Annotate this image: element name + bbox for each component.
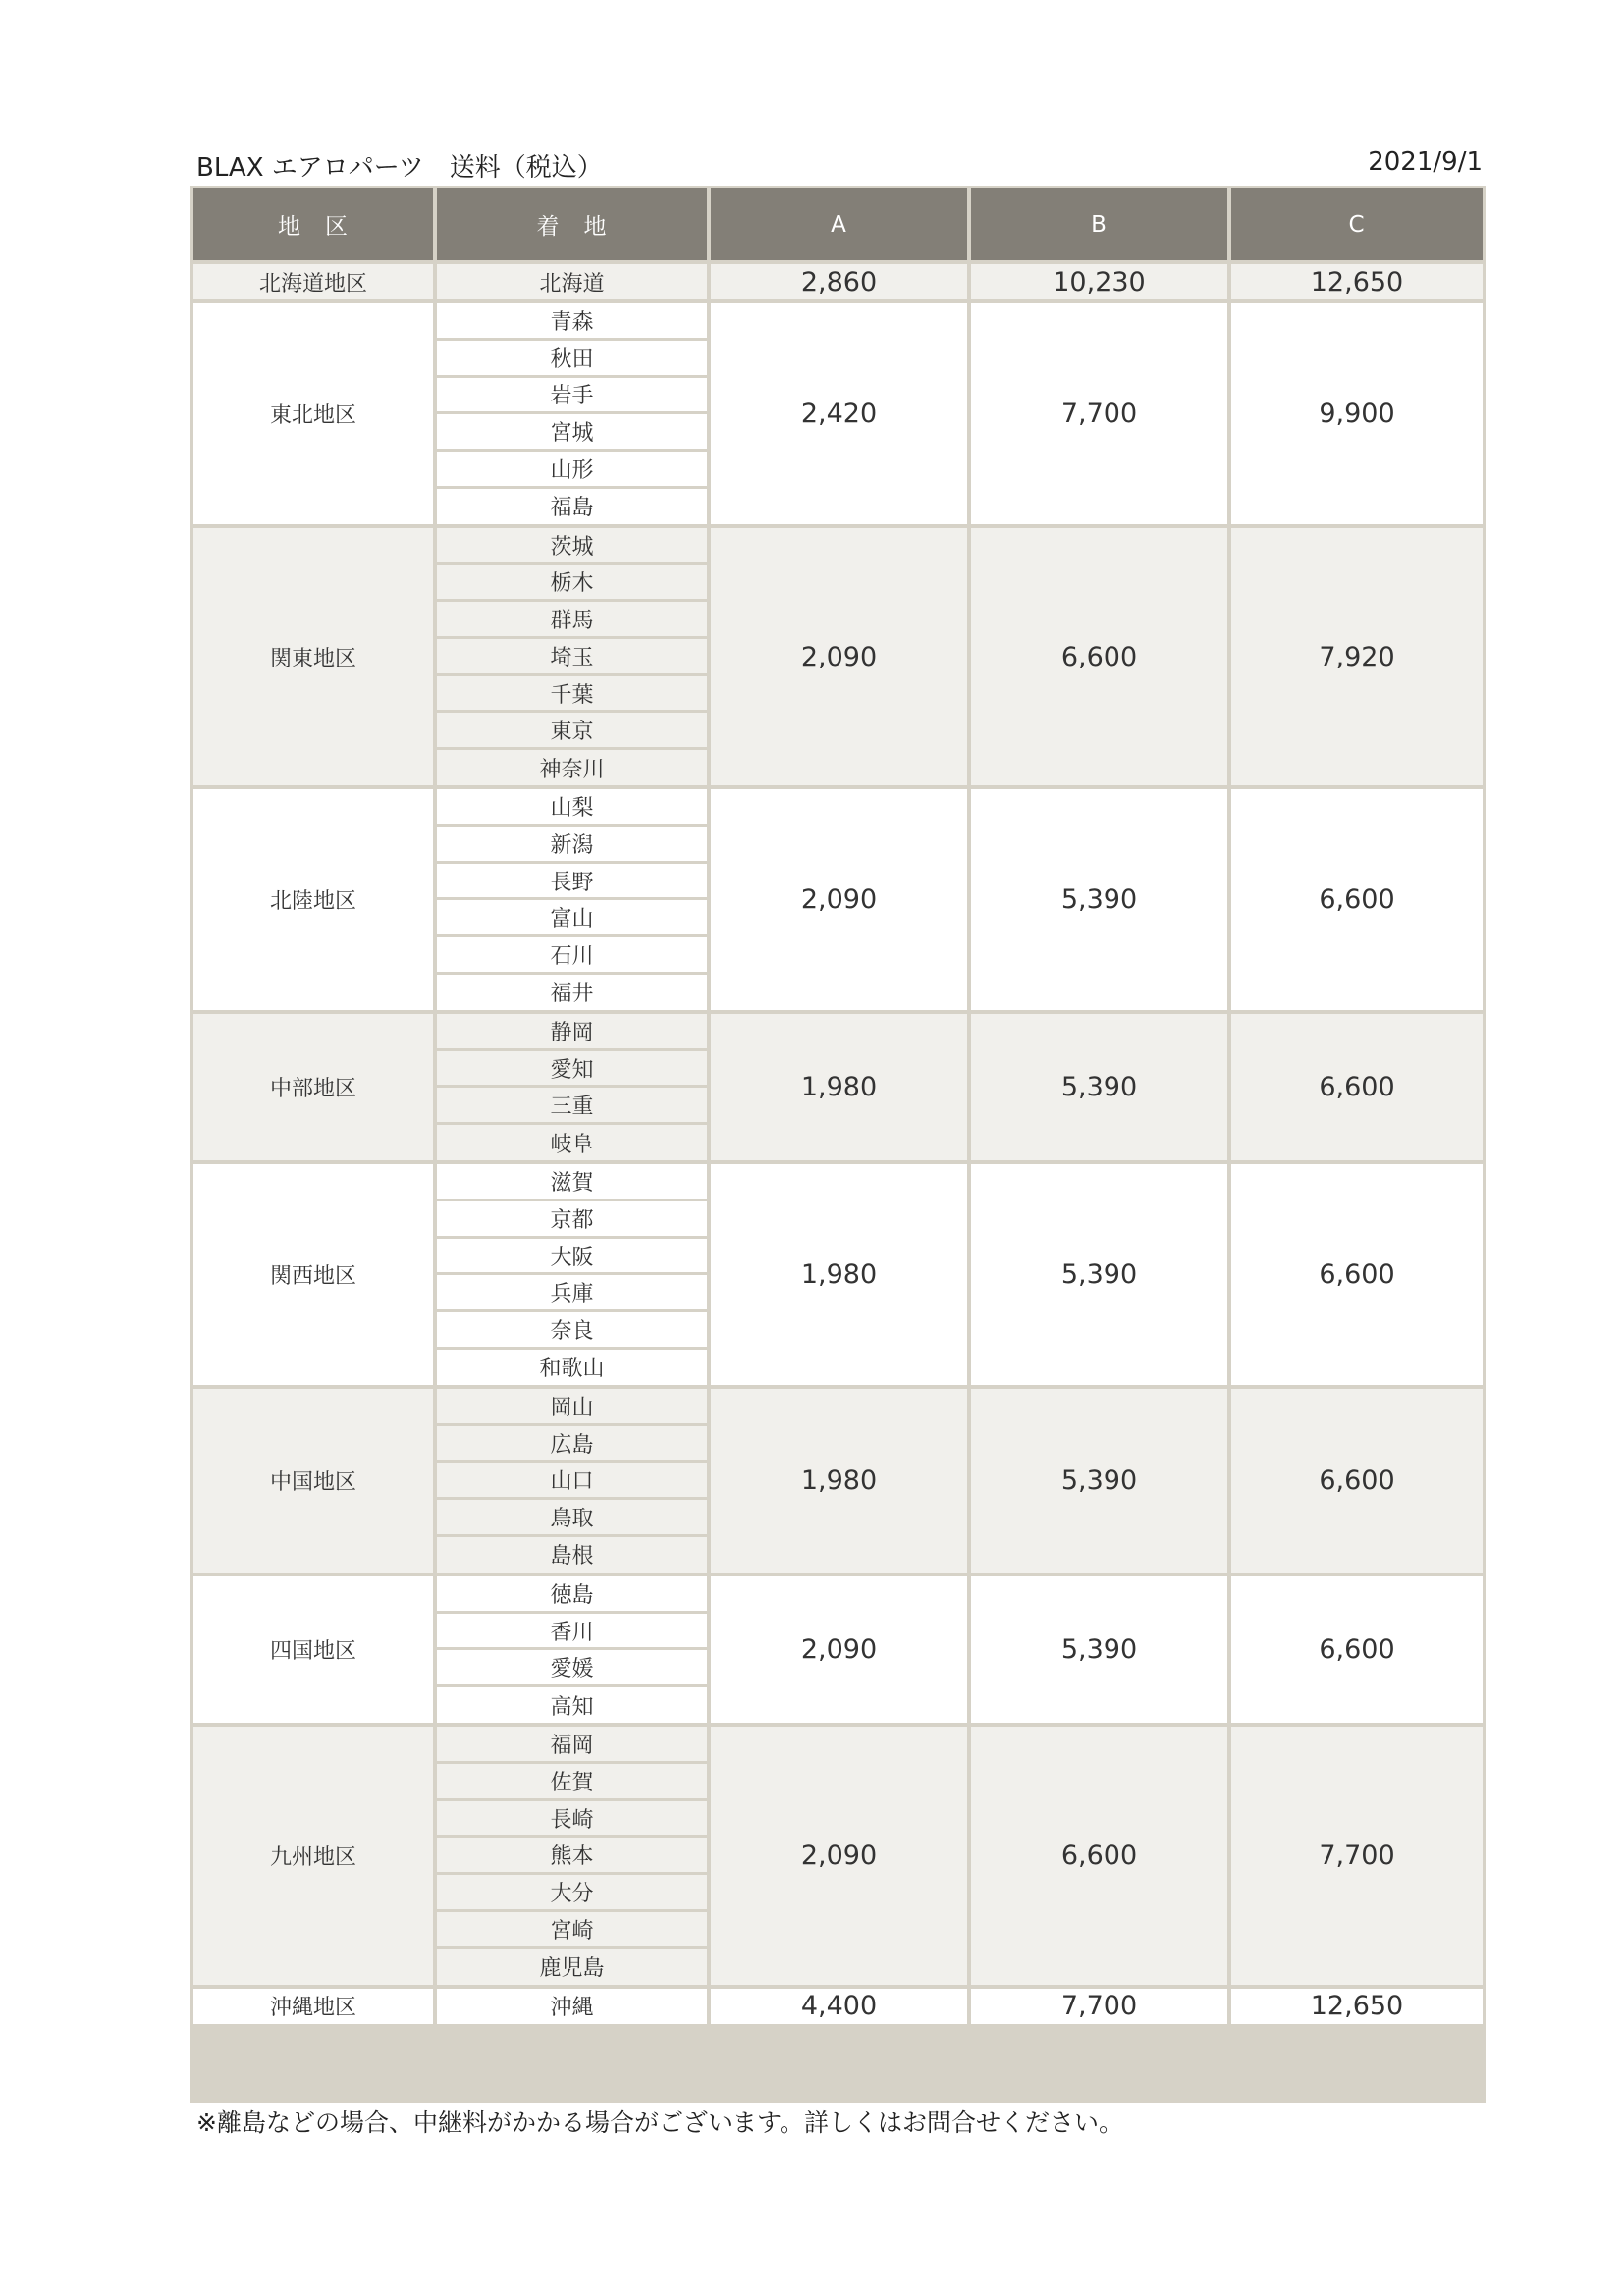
region-cell: 関東地区 (193, 528, 433, 785)
rate-c-cell: 6,600 (1231, 1164, 1483, 1385)
rate-c-cell: 7,920 (1231, 528, 1483, 785)
prefecture-cell: 京都 (437, 1201, 707, 1236)
rate-a-cell: 2,860 (711, 264, 967, 299)
header-destination: 着 地 (437, 188, 707, 260)
rate-c-cell: 9,900 (1231, 303, 1483, 524)
prefecture-cell: 長野 (437, 864, 707, 898)
rate-b-cell: 6,600 (971, 1727, 1227, 1984)
prefecture-cell: 千葉 (437, 676, 707, 711)
prefecture-cell: 福島 (437, 489, 707, 524)
prefecture-cell: 秋田 (437, 341, 707, 375)
rate-c-cell: 12,650 (1231, 1989, 1483, 2024)
prefecture-cell: 福岡 (437, 1727, 707, 1761)
rate-c-cell: 7,700 (1231, 1727, 1483, 1984)
rate-b-cell: 6,600 (971, 528, 1227, 785)
header-region: 地 区 (193, 188, 433, 260)
region-cell: 中部地区 (193, 1014, 433, 1160)
prefecture-cell: 長崎 (437, 1801, 707, 1836)
region-cell: 東北地区 (193, 303, 433, 524)
rate-a-cell: 2,090 (711, 1576, 967, 1723)
rate-a-cell: 1,980 (711, 1389, 967, 1573)
prefecture-cell: 岩手 (437, 378, 707, 412)
prefecture-cell: 大阪 (437, 1239, 707, 1273)
prefecture-cell: 茨城 (437, 528, 707, 562)
prefecture-cell: 兵庫 (437, 1275, 707, 1309)
prefecture-cell: 富山 (437, 900, 707, 934)
prefecture-cell: 福井 (437, 975, 707, 1010)
rate-b-cell: 5,390 (971, 789, 1227, 1010)
prefecture-cell: 佐賀 (437, 1764, 707, 1798)
footer-note: ※離島などの場合、中継料がかかる場合がございます。詳しくはお問合せください。 (196, 2109, 1123, 2137)
prefecture-cell: 三重 (437, 1088, 707, 1122)
prefecture-cell: 群馬 (437, 602, 707, 636)
rate-b-cell: 5,390 (971, 1389, 1227, 1573)
prefecture-cell: 徳島 (437, 1576, 707, 1611)
prefecture-cell: 山形 (437, 452, 707, 486)
rate-b-cell: 7,700 (971, 1989, 1227, 2024)
rate-b-cell: 5,390 (971, 1576, 1227, 1723)
prefecture-cell: 鳥取 (437, 1500, 707, 1534)
rate-c-cell: 6,600 (1231, 1576, 1483, 1723)
document-title: BLAX エアロパーツ 送料（税込） (196, 153, 603, 183)
prefecture-cell: 広島 (437, 1426, 707, 1461)
prefecture-cell: 沖縄 (437, 1989, 707, 2024)
rate-b-cell: 10,230 (971, 264, 1227, 299)
prefecture-cell: 青森 (437, 303, 707, 338)
region-cell: 四国地区 (193, 1576, 433, 1723)
prefecture-cell: 山口 (437, 1463, 707, 1497)
region-cell: 関西地区 (193, 1164, 433, 1385)
prefecture-cell: 熊本 (437, 1838, 707, 1872)
rate-c-cell: 6,600 (1231, 1014, 1483, 1160)
region-cell: 北海道地区 (193, 264, 433, 299)
rate-a-cell: 1,980 (711, 1014, 967, 1160)
header-rate-b: B (971, 188, 1227, 260)
prefecture-cell: 宮城 (437, 414, 707, 449)
rate-a-cell: 2,090 (711, 789, 967, 1010)
shipping-rate-table (190, 186, 1486, 2103)
rate-c-cell: 6,600 (1231, 1389, 1483, 1573)
rate-a-cell: 2,090 (711, 1727, 967, 1984)
prefecture-cell: 鹿児島 (437, 1949, 707, 1985)
rate-c-cell: 12,650 (1231, 264, 1483, 299)
prefecture-cell: 栃木 (437, 565, 707, 600)
prefecture-cell: 北海道 (437, 264, 707, 299)
rate-b-cell: 5,390 (971, 1014, 1227, 1160)
rate-a-cell: 4,400 (711, 1989, 967, 2024)
prefecture-cell: 岐阜 (437, 1125, 707, 1160)
document-date: 2021/9/1 (1368, 147, 1483, 177)
prefecture-cell: 宮崎 (437, 1912, 707, 1947)
header-rate-c: C (1231, 188, 1483, 260)
header-rate-a: A (711, 188, 967, 260)
prefecture-cell: 岡山 (437, 1389, 707, 1423)
prefecture-cell: 香川 (437, 1614, 707, 1648)
region-cell: 中国地区 (193, 1389, 433, 1573)
rate-a-cell: 1,980 (711, 1164, 967, 1385)
prefecture-cell: 山梨 (437, 789, 707, 824)
prefecture-cell: 奈良 (437, 1312, 707, 1347)
rate-c-cell: 6,600 (1231, 789, 1483, 1010)
rate-a-cell: 2,090 (711, 528, 967, 785)
prefecture-cell: 神奈川 (437, 750, 707, 785)
prefecture-cell: 愛媛 (437, 1650, 707, 1684)
prefecture-cell: 新潟 (437, 827, 707, 861)
prefecture-cell: 大分 (437, 1875, 707, 1909)
prefecture-cell: 滋賀 (437, 1164, 707, 1199)
rate-a-cell: 2,420 (711, 303, 967, 524)
region-cell: 沖縄地区 (193, 1989, 433, 2024)
prefecture-cell: 愛知 (437, 1051, 707, 1086)
prefecture-cell: 静岡 (437, 1014, 707, 1048)
prefecture-cell: 和歌山 (437, 1350, 707, 1385)
prefecture-cell: 埼玉 (437, 639, 707, 673)
region-cell: 北陸地区 (193, 789, 433, 1010)
prefecture-cell: 東京 (437, 713, 707, 747)
rate-b-cell: 7,700 (971, 303, 1227, 524)
prefecture-cell: 島根 (437, 1537, 707, 1573)
prefecture-cell: 石川 (437, 937, 707, 972)
region-cell: 九州地区 (193, 1727, 433, 1984)
prefecture-cell: 高知 (437, 1687, 707, 1723)
rate-b-cell: 5,390 (971, 1164, 1227, 1385)
